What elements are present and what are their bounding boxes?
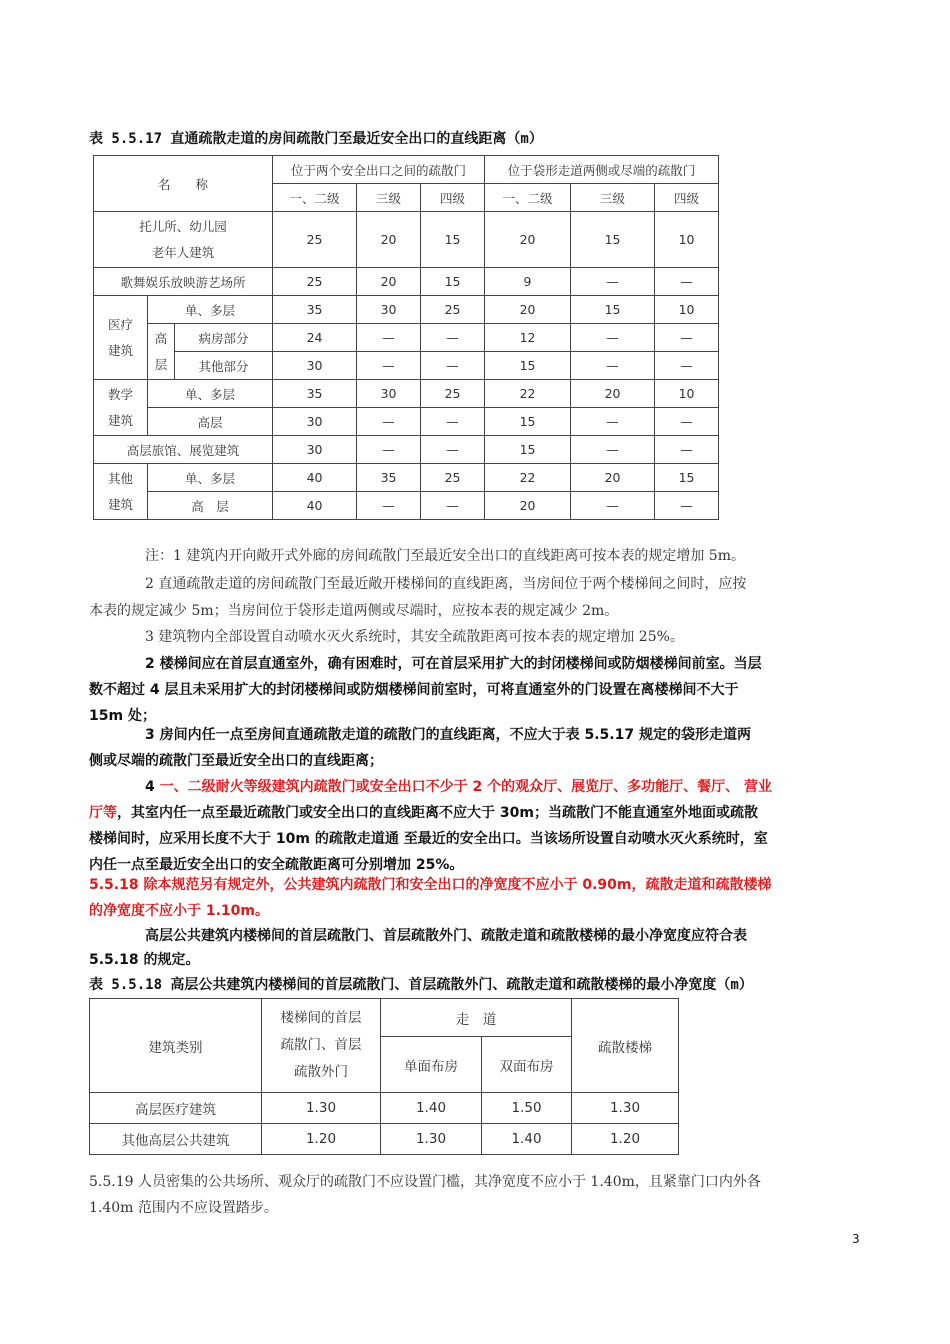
header-grade12-a: 一、二级 — [273, 184, 357, 212]
para4-line2 — [89, 799, 867, 827]
table-cell: 40 — [273, 492, 357, 520]
table-cell: 15 — [421, 268, 485, 296]
teaching-label-l2: 建筑 — [107, 412, 133, 428]
header-grade3-a: 三级 — [357, 184, 421, 212]
table-cell: 15 — [655, 464, 719, 492]
table-cell: 35 — [273, 380, 357, 408]
table-cell: 15 — [485, 436, 571, 464]
table-cell: — — [357, 352, 421, 380]
para-high-line1: 高层公共建筑内楼梯间的首层疏散门、首层疏散外门、疏散走道和疏散楼梯的最小净宽度应符合表 — [145, 928, 747, 944]
high-label-l1: 高 — [154, 330, 168, 346]
teaching-label-l1: 教学 — [107, 386, 133, 402]
note-2-line2: 本表的规定减少 5m；当房间位于袋形走道两侧或尽端时，应按本表的规定减少 2m。 — [89, 603, 619, 619]
header-stair: 疏散楼梯 — [572, 999, 679, 1093]
para-high-line2: 5.5.18 的规定。 — [89, 952, 200, 968]
clause-5518-line2: 的净宽度不应小于 1.10m。 — [89, 903, 270, 919]
table-cell: 24 — [273, 324, 357, 352]
header-door-l2: 疏散门、首层 — [280, 1037, 362, 1053]
table-cell: 1.30 — [572, 1093, 679, 1124]
row-kindergarten-label — [94, 212, 273, 268]
table-cell: 10 — [655, 380, 719, 408]
table-cell: 25 — [273, 268, 357, 296]
table-cell: 10 — [655, 212, 719, 268]
table-cell: 30 — [273, 436, 357, 464]
table-cell: 15 — [485, 408, 571, 436]
table-cell: 1.40 — [482, 1124, 572, 1155]
teaching-high-label: 高层 — [148, 408, 273, 436]
header-grade3-b: 三级 — [571, 184, 655, 212]
medical-label-l2: 建筑 — [107, 342, 133, 358]
table-cell: — — [357, 492, 421, 520]
table-cell: 30 — [357, 380, 421, 408]
table-cell: 10 — [655, 296, 719, 324]
table-cell: 1.40 — [381, 1093, 482, 1124]
table-cell: — — [655, 492, 719, 520]
table-cell: — — [571, 324, 655, 352]
header-group-a: 位于两个安全出口之间的疏散门 — [273, 156, 485, 184]
table-cell: — — [357, 436, 421, 464]
note-3: 3 建筑物内全部设置自动喷水灭火系统时，其安全疏散距离可按本表的规定增加 25%。 — [145, 629, 684, 645]
table-cell: 30 — [357, 296, 421, 324]
row-name: 其他高层公共建筑 — [90, 1124, 262, 1155]
table-cell: — — [571, 436, 655, 464]
note-1: 注：1 建筑内开向敞开式外廊的房间疏散门至最近安全出口的直线距离可按本表的规定增加 5m。 — [145, 548, 745, 564]
header-single: 单面布房 — [381, 1037, 482, 1093]
para4-line4: 内任一点至最近安全出口的安全疏散距离可分别增加 25%。 — [89, 857, 464, 873]
table-cell: 20 — [485, 492, 571, 520]
table-cell: 1.30 — [262, 1093, 381, 1124]
table-cell: 30 — [273, 352, 357, 380]
table-cell: 12 — [485, 324, 571, 352]
medical-label-l1: 医疗 — [107, 316, 133, 332]
other-building-label — [94, 464, 148, 520]
other-building-l2: 建筑 — [107, 496, 133, 512]
table-cell: 35 — [357, 464, 421, 492]
page-number: 3 — [852, 1232, 860, 1246]
table-cell: — — [421, 436, 485, 464]
high-label-l2: 层 — [154, 356, 168, 372]
table-cell: 25 — [273, 212, 357, 268]
para4-line1 — [145, 773, 923, 801]
teaching-single-label: 单、多层 — [148, 380, 273, 408]
table-cell: 15 — [485, 352, 571, 380]
table-cell: — — [421, 352, 485, 380]
para2-line2: 数不超过 4 层且未采用扩大的封闭楼梯间或防烟楼梯间前室时，可将直通室外的门设置在离楼梯间不大于 — [89, 682, 739, 698]
medical-label — [94, 296, 148, 380]
header-grade12-b: 一、二级 — [485, 184, 571, 212]
table-cell: — — [655, 408, 719, 436]
other-single-label: 单、多层 — [148, 464, 273, 492]
medical-single-label: 单、多层 — [148, 296, 273, 324]
para4-red-text: 一、二级耐火等级建筑内疏散门或安全出口不少于 2 个的观众厅、展览厅、多功能厅、餐厅、 营业 — [159, 779, 772, 795]
table-5517 — [93, 155, 719, 520]
table-cell: 15 — [571, 212, 655, 268]
row-name: 高层医疗建筑 — [90, 1093, 262, 1124]
table-cell: — — [571, 408, 655, 436]
table-cell: — — [357, 324, 421, 352]
other-part-label: 其他部分 — [175, 352, 273, 380]
para4-line3: 楼梯间时，应采用长度不大于 10m 的疏散走道通 至最近的安全出口。当该场所设置自动喷水灭火系统时，室 — [89, 831, 768, 847]
table-cell: 15 — [421, 212, 485, 268]
table-cell: 22 — [485, 464, 571, 492]
table-cell: — — [421, 492, 485, 520]
clause-5518-line1: 5.5.18 除本规范另有规定外，公共建筑内疏散门和安全出口的净宽度不应小于 0.90m，疏散走道和疏散楼梯 — [89, 877, 772, 893]
table-cell: 20 — [571, 464, 655, 492]
table-cell: 25 — [421, 464, 485, 492]
teaching-label — [94, 380, 148, 436]
para4-number: 4 — [145, 779, 160, 795]
header-double: 双面布房 — [482, 1037, 572, 1093]
para2-line1: 2 楼梯间应在首层直通室外，确有困难时，可在首层采用扩大的封闭楼梯间或防烟楼梯间前室。当层 — [145, 656, 762, 672]
header-corridor: 走 道 — [381, 999, 572, 1037]
elderly-label: 老年人建筑 — [151, 244, 215, 260]
table-5517-caption: 表 5.5.17 直通疏散走道的房间疏散门至最近安全出口的直线距离（m） — [89, 131, 543, 147]
table-cell: 40 — [273, 464, 357, 492]
table-cell: — — [357, 408, 421, 436]
para4-line2-text: ，其室内任一点至最近疏散门或安全出口的直线距离不应大于 30m；当疏散门不能直通室外地面或疏散 — [117, 805, 758, 821]
para3-line1: 3 房间内任一点至房间直通疏散走道的疏散门的直线距离，不应大于表 5.5.17 规定的袋形走道两 — [145, 727, 751, 743]
para4-red-text-2: 厅等 — [89, 805, 117, 821]
table-cell: — — [655, 352, 719, 380]
header-door — [262, 999, 381, 1093]
table-cell: — — [655, 324, 719, 352]
table-cell: 35 — [273, 296, 357, 324]
table-cell: — — [655, 268, 719, 296]
header-group-b: 位于袋形走道两侧或尽端的疏散门 — [485, 156, 719, 184]
clause-5519-line1: 5.5.19 人员密集的公共场所、观众厅的疏散门不应设置门槛，其净宽度不应小于 1.40m，且紧靠门口内外各 — [89, 1174, 761, 1190]
table-cell: 25 — [421, 380, 485, 408]
table-cell: 22 — [485, 380, 571, 408]
clause-5519-line2: 1.40m 范围内不应设置踏步。 — [89, 1200, 278, 1216]
table-cell: — — [421, 324, 485, 352]
table-cell: 20 — [485, 212, 571, 268]
table-cell: — — [655, 436, 719, 464]
header-grade4-a: 四级 — [421, 184, 485, 212]
table-5518-caption: 表 5.5.18 高层公共建筑内楼梯间的首层疏散门、首层疏散外门、疏散走道和疏散楼梯的最小净宽度（m） — [89, 977, 753, 993]
table-cell: — — [571, 492, 655, 520]
table-cell: 20 — [485, 296, 571, 324]
table-cell: 20 — [357, 212, 421, 268]
header-category: 建筑类别 — [90, 999, 262, 1093]
header-door-l3: 疏散外门 — [294, 1064, 348, 1080]
table-cell: 1.30 — [381, 1124, 482, 1155]
para2-line3: 15m 处； — [89, 708, 156, 724]
table-cell: 20 — [357, 268, 421, 296]
header-name: 名 称 — [94, 156, 273, 212]
hotel-label: 高层旅馆、展览建筑 — [94, 436, 273, 464]
table-cell: 30 — [273, 408, 357, 436]
table-cell: 9 — [485, 268, 571, 296]
other-building-l1: 其他 — [107, 470, 133, 486]
header-grade4-b: 四级 — [655, 184, 719, 212]
table-cell: 15 — [571, 296, 655, 324]
medical-high-label — [148, 324, 175, 380]
table-cell: — — [571, 352, 655, 380]
kindergarten-label: 托儿所、幼儿园 — [139, 218, 227, 234]
table-cell: 1.20 — [572, 1124, 679, 1155]
table-cell: 25 — [421, 296, 485, 324]
table-5518 — [89, 998, 679, 1155]
table-cell: — — [571, 268, 655, 296]
table-cell: 20 — [571, 380, 655, 408]
table-cell: 1.20 — [262, 1124, 381, 1155]
table-cell: 1.50 — [482, 1093, 572, 1124]
ward-label: 病房部分 — [175, 324, 273, 352]
header-door-l1: 楼梯间的首层 — [280, 1010, 362, 1026]
para3-line2: 侧或尽端的疏散门至最近安全出口的直线距离； — [89, 753, 383, 769]
table-cell: — — [421, 408, 485, 436]
ktv-label: 歌舞娱乐放映游艺场所 — [94, 268, 273, 296]
other-high-label: 高 层 — [148, 492, 273, 520]
note-2-line1: 2 直通疏散走道的房间疏散门至最近敞开楼梯间的直线距离，当房间位于两个楼梯间之间时，应按 — [145, 576, 747, 592]
